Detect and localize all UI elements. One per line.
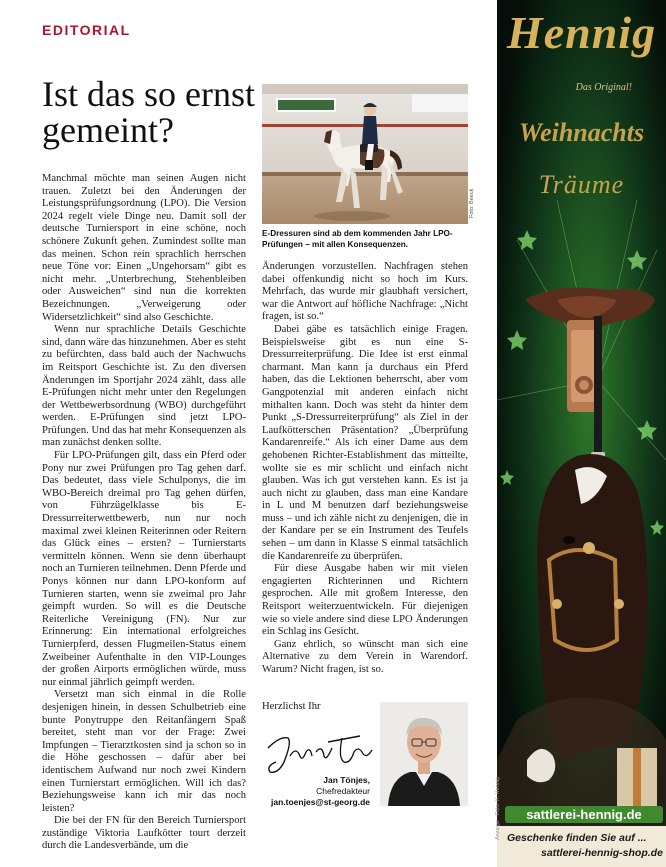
ad-gift-text: Geschenke finden Sie auf ...	[507, 832, 647, 844]
paragraph: Dabei gäbe es tatsächlich einige Fragen. Beispielsweise gibt es nun eine S-Dressurreiterprüfung. Die Idee ist erst einmal charmant. Man kann ja durchaus ein Pferd haben, das die Lektionen beherrscht, aber vom Gangpotenzial mit anderen einfach nicht mithalten kann. Doch was steht da hinter dem Punkt „S-Dressurreiterprüfung“ als Ziel in der Laufkötterschen Präsentation? „Überprüfung Kandarenreife.“ Als ich einer Dame aus dem gehobenen Richter-Establishment das mitteilte, wollte sie es mir schlicht und einfach nicht glauben. Was ich gut verstehen kann. Es ist ja auch nicht zu glauben, dass man eine Kandare in L und M benutzen darf beziehungsweise muss – und ich zähle nicht zu denjenigen, die in der Kandare per se ein Instrument des Teufels sehen – um dann in Klasse S einmal tatsächlich die Kandarenreife zu überprüfen.	[262, 323, 468, 562]
paragraph: Ganz ehrlich, so wünscht man sich eine Alternative zu dem Verein in Warendorf. Warum? Nicht fragen, ist so.	[262, 638, 468, 675]
paragraph: Wenn nur sprachliche Details Geschichte sind, dann wäre das hinzunehmen. Aber es steht zu befürchten, dass bald auch der Nachwuchs im Reitsport Geschichte ist. Zu den diversen Änderungen im Sportjahr 2024 zählt, dass alle E-Prüfungen nicht mehr unter den Regelungen der Wettbewerbsordnung (WBO) durchgeführt werden. E-Prüfungen sind jetzt LPO-Prüfungen. Und das hat mehr Konsequenzen als man zunächst denken sollte.	[42, 324, 246, 449]
ad-photo-credit: Anzeige · Foto: K. Hennig	[495, 777, 501, 840]
paragraph: Für LPO-Prüfungen gilt, dass ein Pferd oder Pony nur zwei Prüfungen pro Tag gehen darf. Das bedeutet, dass viele Schulponys, die im WBO-Bereich dreimal pro Tag gehen dürfen, von Führzügelklasse bis E-Dressurreiterwettbewerb, nun nur noch maximal zwei kleinen Reiterinnen oder Reitern das Glück eines – ersten? – Turnierstarts vermitteln können. Wenn sie denn überhaupt noch an Turnieren teilnehmen. Denn Pferde und Ponys können nur dann LPO-konform auf Turnieren starten, wenn sie zweimal pro Jahr geimpft wurden. So will es die Deutsche Reiterliche Vereinigung (FN). Nur zur Erinnerung: Ein international erfolgreiches Turnierpferd, dessen Flugmeilen-Status einem Zweibeiner Aufenthalte in den VIP-Lounges der großen Airports ermöglichen würde, muss nur einmal jährlich geimpft werden.	[42, 450, 246, 688]
author-email: jan.toenjes@st-georg.de	[271, 797, 370, 807]
author-portrait	[380, 702, 468, 806]
section-label: EDITORIAL	[42, 22, 131, 38]
ad-headline-1: Weihnachts	[518, 118, 645, 147]
author-name: Jan Tönjes,	[323, 775, 370, 785]
paragraph: Änderungen vorzustellen. Nachfragen stehen dabei offenkundig nicht so hoch im Kurs. Mehrfach, das wurde mir glaubhaft versichert, war die Antwort auf höfliche Nachfrage: „Nicht fragen, ist so.“	[262, 261, 468, 323]
author-block	[262, 775, 370, 808]
ad-website-link[interactable]: sattlerei-hennig.de	[505, 806, 663, 823]
ad-tagline: Das Original!	[575, 82, 632, 93]
dressage-photo	[262, 84, 468, 224]
closing-greeting: Herzlichst Ihr	[262, 701, 321, 712]
paragraph: Für diese Ausgabe haben wir mit vielen engagierten Richterinnen und Richtern gesprochen. Alle mit großem Interesse, den Reitsport weiterzuentwickeln. Für diejenigen wie so viele andere sind diese LPO Änderungen ein Schlag ins Gesicht.	[262, 563, 468, 638]
article-column-1	[42, 173, 246, 853]
article-column-2	[262, 261, 468, 677]
handwritten-signature	[262, 722, 378, 782]
paragraph: Die bei der FN für den Bereich Turniersport zuständige Viktoria Laufkötter tourt derzeit durch die Landesverbände, um die	[42, 815, 246, 852]
headline: Ist das so ernst gemeint?	[42, 74, 255, 150]
ad-brand-logo: Hennig	[506, 7, 657, 58]
paragraph: Versetzt man sich einmal in die Rolle desjenigen hinein, in dessen Schulbetrieb eine bunte Ponytruppe den Reitanfängern Spaß bereitet, steht man vor der Frage: Zwei Impfungen – Tierarztkosten sind ja schon so in die Höhe geschossen – dafür aber bei identischem Aufwand nur noch zwei Kindern einen Turnierstart ermöglichen. Will ich das? Beziehungsweise kann ich mir das noch leisten?	[42, 689, 246, 814]
photo-caption: E-Dressuren sind ab dem kommenden Jahr LPO-Prüfungen – mit allen Konsequenzen.	[262, 229, 453, 249]
author-title: Chefredakteur	[316, 786, 370, 796]
paragraph: Manchmal möchte man seinen Augen nicht trauen. Zuletzt bei den Änderungen der Leistungsprüfungsordnung (LPO). Die Version 2024 regelt viele Dinge neu. Damit soll der deutsche Turniersport in eine schöne, noch schönere Zukunft gehen. Zumindest sollte man das meinen. Schon rein sprachlich herrschen neue Töne vor: Einen „Ungehorsam“ gibt es nicht mehr. „Unterbrechung, Stehenbleiben oder Ausweichen“ sind nun die korrekten Bezeichnungen. „Verweigerung oder Widersetzlichkeit“ sind also Geschichte.	[42, 173, 246, 323]
hennig-advertisement[interactable]	[497, 0, 666, 867]
author-photo	[380, 702, 468, 806]
photo-credit: Foto: Beeck	[469, 188, 475, 218]
ad-headline-2: Träume	[538, 170, 625, 199]
ad-shop-link[interactable]: sattlerei-hennig-shop.de	[541, 847, 663, 859]
dressage-illustration	[262, 84, 468, 224]
